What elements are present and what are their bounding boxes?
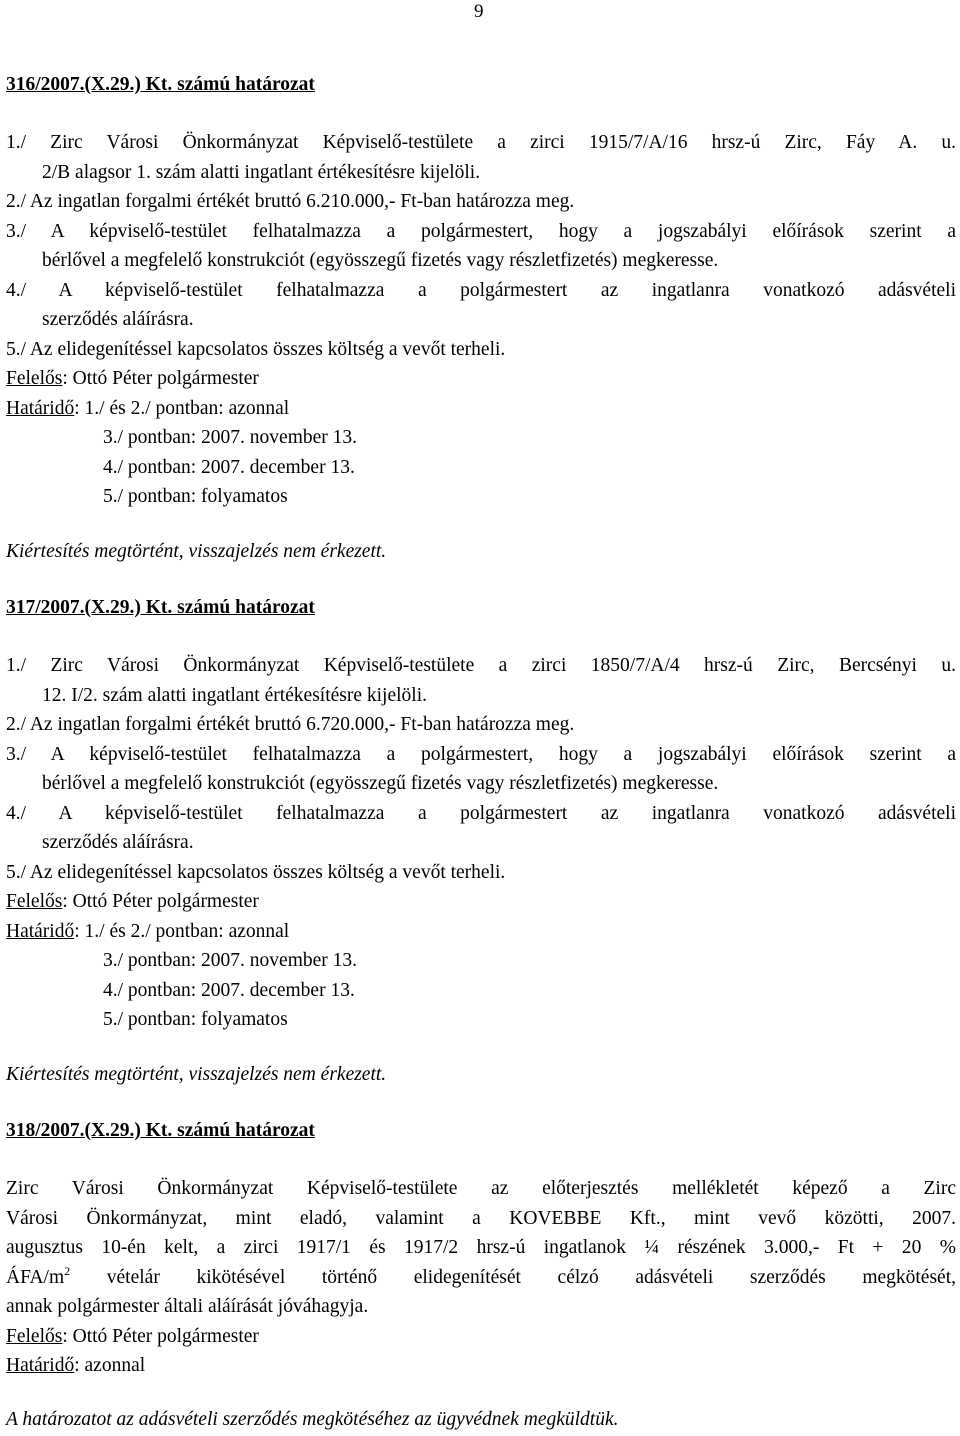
responsible-line [6,1322,956,1352]
deadline-value: : azonnal [74,1355,146,1376]
resolution-318-note-wrap [6,1408,956,1432]
area-rest: vételár kikötésével történő elidegenítését célzó adásvételi szerződés megkötését, [70,1266,956,1288]
resolution-note: Kiértesítés megtörtént, visszajelzés nem érkezett. [6,541,387,562]
resolution-title: 317/2007.(X.29.) Kt. számú határozat [6,597,315,618]
responsible-line [6,887,956,917]
list-item [6,858,956,888]
deadline-line [6,917,956,947]
paragraph-line: Városi Önkormányzat, mint eladó, valamint a KOVEBBE Kft., mint vevő közötti, 2007. [6,1207,956,1229]
resolution-316-note-wrap [6,540,956,564]
item-text: 5./ Az elidegenítéssel kapcsolatos összes költség a vevőt terheli. [6,861,506,883]
list-item [6,335,956,365]
page-number: 9 [474,1,484,22]
resolution-317 [6,596,956,620]
list-item [6,710,956,740]
deadline-label: Határidő [6,920,75,942]
item-text: 3./ A képviselő-testület felhatalmazza a polgármestert, hogy a jogszabályi előírások szerint a [6,743,956,765]
list-item [6,217,956,276]
list-item [6,651,956,710]
resolution-317-items [6,651,956,1035]
item-continuation: bérlővel a megfelelő konstrukciót (egyösszegű fizetés vagy részletfizetés) megkeresse. [42,250,719,271]
responsible-value: : Ottó Péter polgármester [62,1325,259,1347]
paragraph-line: annak polgármester általi aláírását jóváhagyja. [6,1296,369,1317]
deadline-item: 3./ pontban: 2007. november 13. [103,427,358,448]
deadline-label: Határidő [6,1355,75,1376]
resolution-318-body [6,1174,956,1381]
deadline-value: : 1./ és 2./ pontban: azonnal [74,397,290,419]
deadline-item: 4./ pontban: 2007. december 13. [103,456,355,478]
item-text: 1./ Zirc Városi Önkormányzat Képviselő-testülete a zirci 1850/7/A/4 hrsz-ú Zirc, Bercsényi u. [6,655,956,676]
deadline-line [6,1351,956,1381]
deadline-item: 3./ pontban: 2007. november 13. [103,950,358,971]
item-continuation: 2/B alagsor 1. szám alatti ingatlant értékesítésre kijelöli. [42,161,481,183]
resolution-317-note-wrap [6,1063,956,1087]
area-unit: ÁFA/m [6,1266,65,1288]
deadline-label: Határidő [6,397,75,419]
paragraph-line: augusztus 10-én kelt, a zirci 1917/1 és 1917/2 hrsz-ú ingatlanok ¼ részének 3.000,- Ft + 20 % [6,1237,956,1258]
item-text: 5./ Az elidegenítéssel kapcsolatos összes költség a vevőt terheli. [6,338,506,360]
deadline-item: 4./ pontban: 2007. december 13. [103,979,355,1001]
deadline-item: 5./ pontban: folyamatos [103,486,288,507]
item-continuation: szerződés aláírásra. [42,832,194,853]
deadline-value: : 1./ és 2./ pontban: azonnal [74,920,290,942]
resolution-316 [6,73,956,97]
list-item [6,128,956,187]
item-text: 2./ Az ingatlan forgalmi értékét bruttó 6.210.000,- Ft-ban határozza meg. [6,191,575,212]
responsible-label: Felelős [6,1325,63,1347]
item-text: 1./ Zirc Városi Önkormányzat Képviselő-testülete a zirci 1915/7/A/16 hrsz-ú Zirc, Fáy A. u. [6,132,956,153]
list-item [6,187,956,217]
list-item [6,276,956,335]
resolution-title: 316/2007.(X.29.) Kt. számú határozat [6,74,315,95]
list-item [6,799,956,858]
deadline-item: 5./ pontban: folyamatos [103,1009,288,1030]
item-text: 2./ Az ingatlan forgalmi értékét bruttó 6.720.000,- Ft-ban határozza meg. [6,714,575,735]
responsible-line [6,364,956,394]
resolution-title: 318/2007.(X.29.) Kt. számú határozat [6,1120,315,1141]
item-continuation: 12. I/2. szám alatti ingatlant értékesítésre kijelöli. [42,684,428,706]
item-continuation: bérlővel a megfelelő konstrukciót (egyösszegű fizetés vagy részletfizetés) megkeresse. [42,773,719,794]
item-text: 4./ A képviselő-testület felhatalmazza a polgármestert az ingatlanra vonatkozó adásvételi [6,279,956,301]
responsible-value: : Ottó Péter polgármester [62,891,259,912]
list-item [6,740,956,799]
paragraph-line [6,1263,956,1293]
resolution-note: A határozatot az adásvételi szerződés megkötéséhez az ügyvédnek megküldtük. [6,1409,619,1430]
responsible-value: : Ottó Péter polgármester [62,368,259,389]
deadline-line [6,394,956,424]
item-text: 4./ A képviselő-testület felhatalmazza a polgármestert az ingatlanra vonatkozó adásvételi [6,802,956,824]
resolution-paragraph [6,1174,956,1322]
resolution-318 [6,1119,956,1143]
responsible-label: Felelős [6,891,63,912]
item-continuation: szerződés aláírásra. [42,309,194,330]
responsible-label: Felelős [6,368,63,389]
area-unit-exponent: 2 [64,1263,71,1278]
resolution-316-items [6,128,956,512]
item-text: 3./ A képviselő-testület felhatalmazza a polgármestert, hogy a jogszabályi előírások szerint a [6,220,956,242]
resolution-note: Kiértesítés megtörtént, visszajelzés nem érkezett. [6,1064,387,1085]
paragraph-line: Zirc Városi Önkormányzat Képviselő-testülete az előterjesztés mellékletét képező a Zirc [6,1178,956,1199]
